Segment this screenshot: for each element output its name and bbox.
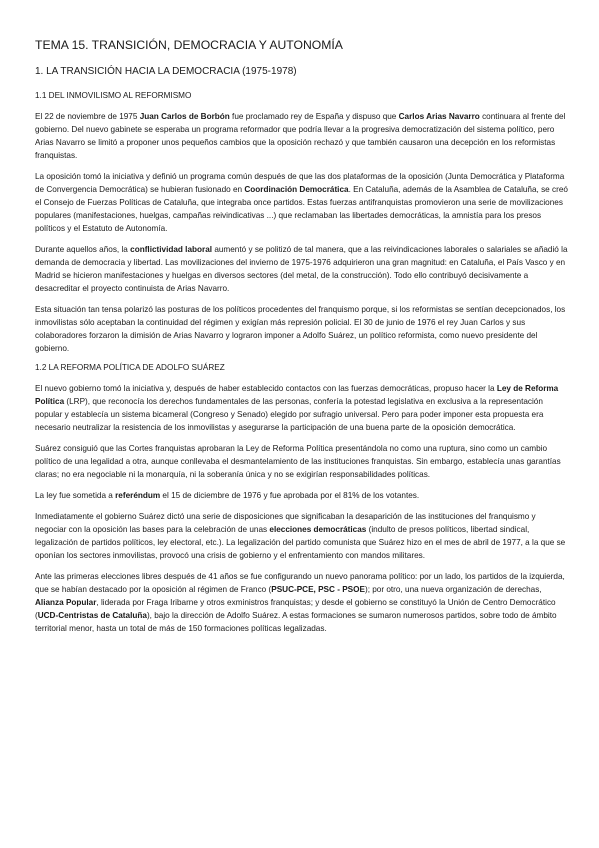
- paragraph: [35, 170, 569, 235]
- text-run: Suárez consiguió que las Cortes franquistas aprobaran la Ley de Reforma Política presentándola no como una ruptura, sino como un cambio político de una legalidad a otra, aunque conllevaba el desmantelamiento de las instituciones franquistas. Sin embargo, establecía unas garantías claras; no era negociable ni la monarquía, ni la soberanía única y no se exigirían responsabilidades políticas.: [35, 444, 561, 479]
- bold-text: PSUC-PCE, PSC - PSOE: [271, 585, 365, 594]
- paragraph: [35, 442, 569, 481]
- paragraph: [35, 303, 569, 355]
- text-run: Esta situación tan tensa polarizó las posturas de los políticos procedentes del franquismo porque, si los reformistas se sentían decepcionados, los inmovilistas sólo aceptaban la continuidad del régimen y exigían más represión policial. El 30 de junio de 1976 el rey Juan Carlos y sus colaboradores forzaron la dimisión de Arias Navarro y lograron imponer a Adolfo Suárez, un político reformista, como nuevo presidente del gobierno.: [35, 305, 566, 353]
- text-run: La ley fue sometida a: [35, 491, 116, 500]
- bold-text: Carlos Arias Navarro: [398, 112, 480, 121]
- section-heading: 1. LA TRANSICIÓN HACIA LA DEMOCRACIA (1975-1978): [35, 66, 297, 77]
- text-run: ), bajo la dirección de Adolfo Suárez. A estas formaciones se sumaron numerosos partidos, sobre todo de ámbito territorial menor, hasta un total de más de 150 formaciones políticas legalizadas.: [35, 611, 557, 633]
- paragraph: [35, 382, 569, 434]
- text-run: continuara al frente del gobierno. Del nuevo gabinete se esperaba un programa reformador que podría llevar a la progresiva democratización del sistema político, pero Arias Navarro se limitó a proponer unos pequeños cambios que la oposición rechazó y que también causaron una decepción en los reformistas franquistas.: [35, 112, 566, 160]
- page-title: TEMA 15. TRANSICIÓN, DEMOCRACIA Y AUTONOMÍA: [35, 38, 343, 52]
- text-run: El 22 de noviembre de 1975: [35, 112, 140, 121]
- paragraph: [35, 510, 569, 562]
- subsection-heading: 1.2 LA REFORMA POLÍTICA DE ADOLFO SUÁREZ: [35, 363, 225, 372]
- text-run: ); por otro, una nueva organización de derechas,: [364, 585, 542, 594]
- text-run: , liderada por Fraga Iribarne y otros exministros franquistas; y desde el gobierno se constituyó la Unión de Centro Democrático (: [35, 598, 556, 620]
- bold-text: elecciones democráticas: [269, 525, 367, 534]
- bold-text: conflictividad laboral: [130, 245, 213, 254]
- subsection-heading: 1.1 DEL INMOVILISMO AL REFORMISMO: [35, 91, 192, 100]
- text-run: fue proclamado rey de España y dispuso que: [229, 112, 399, 121]
- text-run: (LRP), que reconocía los derechos fundamentales de las personas, confería la potestad legislativa en exclusiva a la representación popular y establecía un sistema bicameral (Congreso y Senado) elegido por sufragio universal. Pero para poder imponer esta propuesta era necesario neutralizar la resistencia de los inmovilistas y asegurarse la participación de una buena parte de la oposición democrática.: [35, 397, 544, 432]
- text-run: El nuevo gobierno tomó la iniciativa y, después de haber establecido contactos con las fuerzas democráticas, propuso hacer la: [35, 384, 497, 393]
- text-run: La oposición tomó la iniciativa y definió un programa común después de que las dos plataformas de la oposición (Junta Democrática y Plataforma de Convergencia Democrática) se hubieran fusionado en: [35, 172, 565, 194]
- text-run: Inmediatamente el gobierno Suárez dictó una serie de disposiciones que significaban la desaparición de las instituciones del franquismo y negociar con la oposición las bases para la celebración de unas: [35, 512, 536, 534]
- bold-text: UCD-Centristas de Cataluña: [37, 611, 147, 620]
- paragraph: [35, 110, 569, 162]
- text-run: aumentó y se politizó de tal manera, que a las reivindicaciones laborales o salariales se añadió la demanda de democracia y libertad. Las movilizaciones del invierno de 1975-1976 adquirieron una gran magnitud: en Cataluña, el País Vasco y en Madrid se hicieron manifestaciones y huelgas en diversos sectores (del metal, de la construcción). Todo ello contribuyó decisivamente a desacreditar el proyecto continuista de Arias Navarro.: [35, 245, 568, 293]
- text-run: (indulto de presos políticos, libertad sindical, legalización de partidos políticos, ley electoral, etc.). La legalización del partido comunista que Suárez hizo en el mes de abril de 1977, a la que se oponían los sectores inmovilistas, provocó una crisis de gobierno y el enfrentamiento con mandos militares.: [35, 525, 566, 560]
- paragraph: [35, 243, 569, 295]
- text-run: el 15 de diciembre de 1976 y fue aprobada por el 81% de los votantes.: [160, 491, 420, 500]
- page-content: [35, 38, 569, 643]
- bold-text: referéndum: [115, 491, 161, 500]
- paragraph: [35, 570, 569, 635]
- bold-text: Coordinación Democrática: [244, 185, 349, 194]
- bold-text: Juan Carlos de Borbón: [139, 112, 230, 121]
- text-run: Durante aquellos años, la: [35, 245, 131, 254]
- text-run: Ante las primeras elecciones libres después de 41 años se fue configurando un nuevo panorama político: por un lado, los partidos de la izquierda, que se habían destacado por la oposición al régimen de Franco (: [35, 572, 565, 594]
- bold-text: Alianza Popular: [35, 598, 97, 607]
- text-run: . En Cataluña, además de la Asamblea de Cataluña, se creó el Consejo de Fuerzas Políticas de Cataluña, que integraba once partidos. Estas fuerzas antifranquistas promovieron una serie de movilizaciones populares (manifestaciones, huelgas, campañas reivindicativas ...) que reclamaban las libertades democráticas, la amnistía para los presos políticos y el Estatuto de Autonomía.: [35, 185, 568, 233]
- bold-text: Ley de Reforma Política: [35, 384, 559, 406]
- paragraph: [35, 489, 569, 502]
